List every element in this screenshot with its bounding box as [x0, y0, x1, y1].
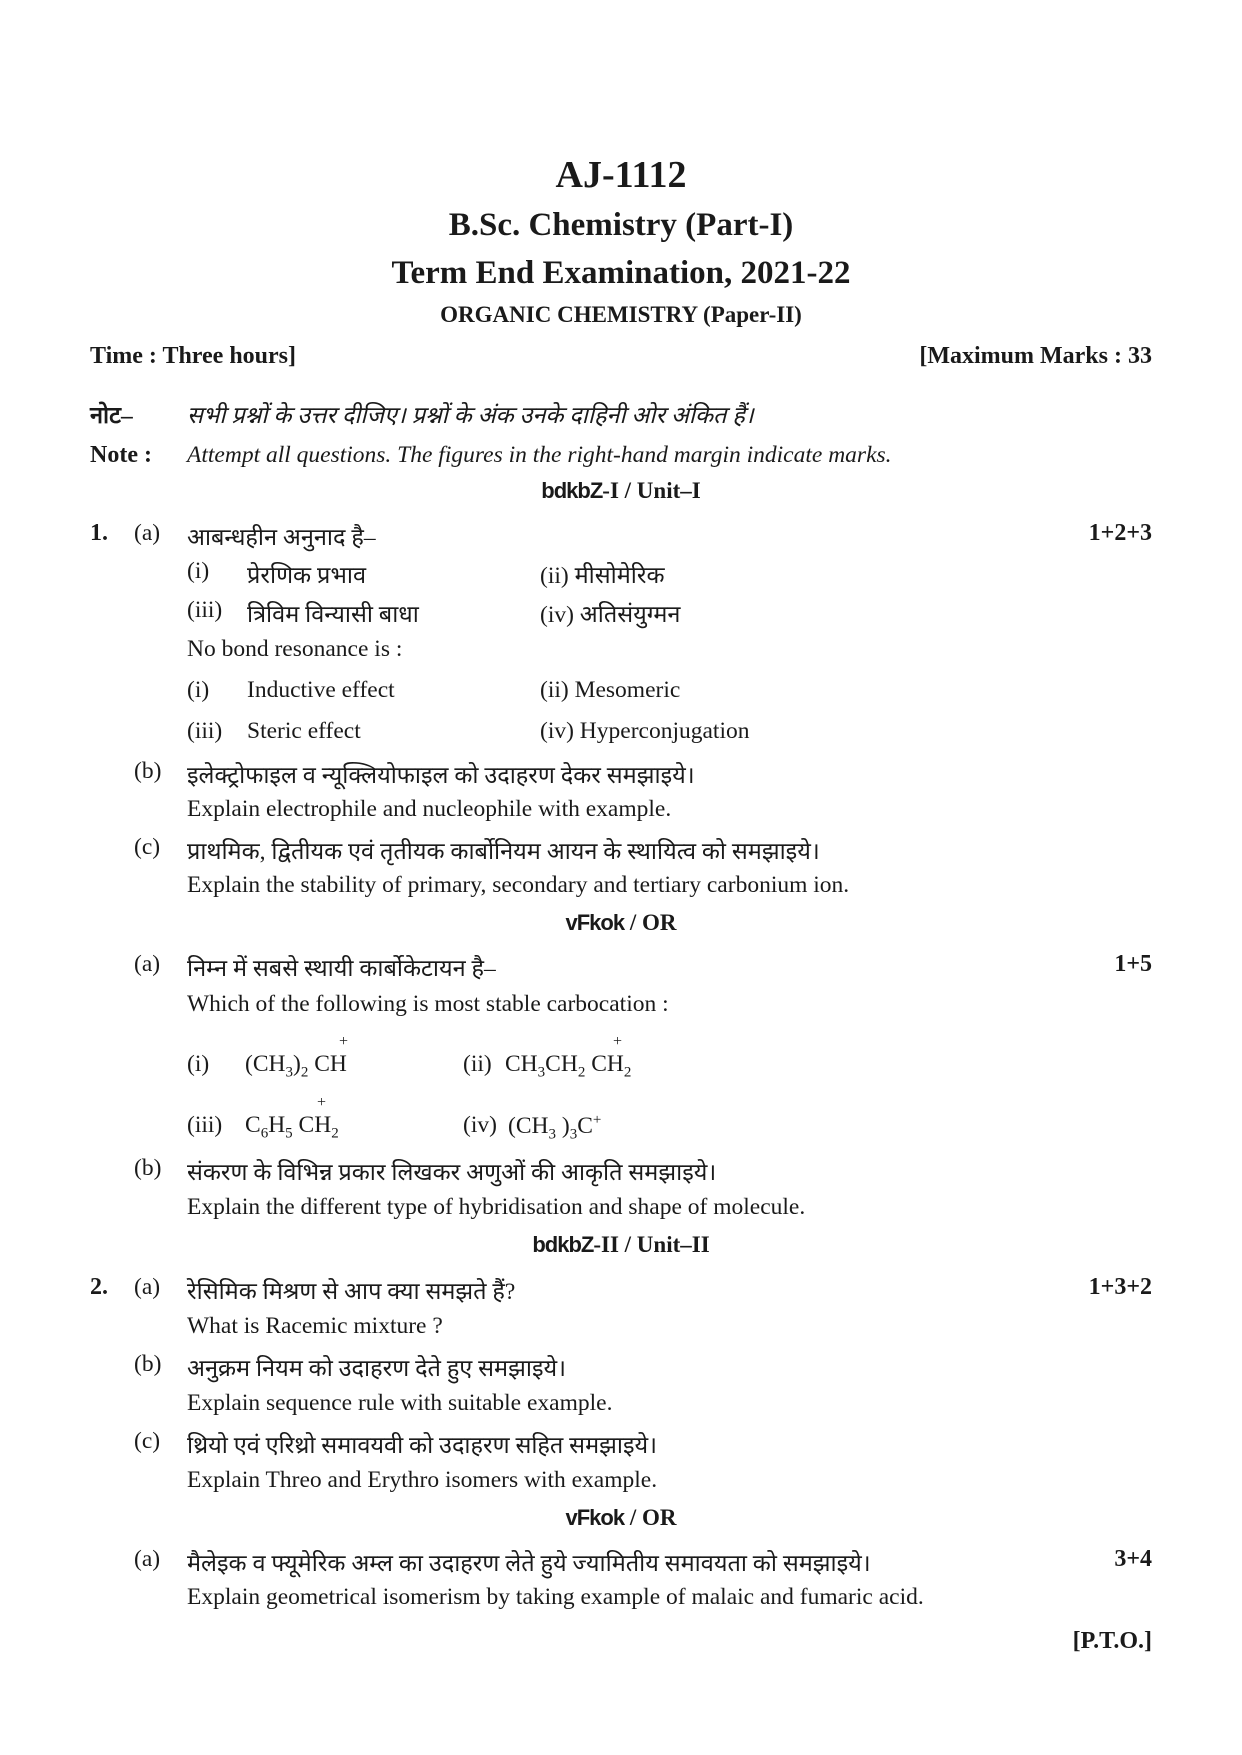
- paper-title: ORGANIC CHEMISTRY (Paper-II): [440, 302, 802, 327]
- q2-or-a-english-text: Explain geometrical isomerism by taking example of malaic and fumaric acid.: [187, 1584, 924, 1610]
- paper-code: AJ-1112: [555, 154, 687, 196]
- option-text: Steric effect: [247, 718, 361, 744]
- plus-charge: +: [613, 1033, 623, 1050]
- q1-or-b-english: [0, 1194, 1242, 1234]
- q1-a-english-text: No bond resonance is :: [187, 636, 403, 662]
- option-label: (ii): [463, 1051, 492, 1077]
- q2-c-english-text: Explain Threo and Erythro isomers with example.: [187, 1467, 658, 1493]
- or-label: / OR: [629, 1505, 677, 1530]
- q2-number: 2.: [90, 1274, 108, 1300]
- q1-b-english: [0, 796, 1242, 836]
- q1-a-hindi-options-2: [0, 597, 1242, 637]
- q2-or-a-row: [0, 1546, 1242, 1586]
- pto-label: [P.T.O.]: [1072, 1628, 1152, 1654]
- plus-charge: +: [339, 1033, 349, 1050]
- option-label: (i): [187, 677, 210, 703]
- option-label: (iii): [187, 597, 223, 623]
- q2-or-a-label: (a): [134, 1546, 161, 1572]
- q1-b-english-text: Explain electrophile and nucleophile with example.: [187, 796, 672, 822]
- q2-c-row: [0, 1428, 1242, 1468]
- q2-b-english-text: Explain sequence rule with suitable example.: [187, 1390, 613, 1416]
- q2-a-english: [0, 1313, 1242, 1353]
- q1-c-hindi: प्राथमिक, द्वितीयक एवं तृतीयक कार्बोनियम आयन के स्थायित्व को समझाइये।: [187, 839, 820, 865]
- q1-or-a-english: [0, 991, 1242, 1031]
- option-text: प्रेरणिक प्रभाव: [247, 563, 367, 589]
- q1-a-row: [0, 520, 1242, 560]
- q1-or-b-row: [0, 1155, 1242, 1195]
- q1-or-b-label: (b): [134, 1155, 162, 1181]
- q1-marks: 1+2+3: [1088, 520, 1152, 546]
- time-label: Time : Three hours]: [90, 343, 297, 369]
- plus-charge: +: [317, 1094, 327, 1111]
- note-hindi-row: [0, 398, 1242, 438]
- unit-2-heading: [0, 1232, 1242, 1258]
- q1-or-a-english-text: Which of the following is most stable carbocation :: [187, 991, 669, 1017]
- q1-b-row: [0, 758, 1242, 798]
- q2-b-row: [0, 1351, 1242, 1391]
- or-heading-2: [0, 1505, 1242, 1531]
- q1-a-english-options-2: [0, 718, 1242, 758]
- q2-a-english-text: What is Racemic mixture ?: [187, 1313, 443, 1339]
- q1-or-a-row: [0, 951, 1242, 991]
- q1-b-hindi: इलेक्ट्रोफाइल व न्यूक्लियोफाइल को उदाहरण देकर समझाइये।: [187, 763, 695, 789]
- note-english-text: Attempt all questions. The figures in the right-hand margin indicate marks.: [187, 442, 892, 468]
- option-label: (iii): [187, 718, 223, 744]
- q2-or-a-english: [0, 1584, 1242, 1624]
- unit-2-legacy-text: bdkbZ: [532, 1232, 594, 1257]
- q2-b-label: (b): [134, 1351, 162, 1377]
- or-heading-1: [0, 910, 1242, 936]
- time-marks-row: [0, 343, 1242, 383]
- q1-b-label: (b): [134, 758, 162, 784]
- q2-c-english: [0, 1467, 1242, 1507]
- q1-c-english-text: Explain the stability of primary, secondary and tertiary carbonium ion.: [187, 872, 850, 898]
- option-text: (ii) Mesomeric: [540, 677, 681, 703]
- note-english-label: Note :: [90, 442, 152, 468]
- q2-b-hindi: अनुक्रम नियम को उदाहरण देते हुए समझाइये।: [187, 1356, 567, 1382]
- q1-or-b-hindi: संकरण के विभिन्न प्रकार लिखकर अणुओं की आकृति समझाइये।: [187, 1160, 717, 1186]
- option-text: (iv) Hyperconjugation: [540, 718, 750, 744]
- option-text: Inductive effect: [247, 677, 395, 703]
- formula-1: $(CH_3)_2$ CH: [245, 1051, 347, 1081]
- note-english-row: [0, 442, 1242, 482]
- q1-or-marks: 1+5: [1114, 951, 1152, 977]
- q2-c-label: (c): [134, 1428, 161, 1454]
- q1-or-b-english-text: Explain the different type of hybridisation and shape of molecule.: [187, 1194, 806, 1220]
- option-label: (iii): [187, 1112, 223, 1138]
- q2-a-row: [0, 1274, 1242, 1314]
- q2-or-marks: 3+4: [1114, 1546, 1152, 1572]
- q1-a-english-options-1: [0, 677, 1242, 717]
- q2-c-hindi: थ्रियो एवं एरिथ्रो समावयवी को उदाहरण सहित समझाइये।: [187, 1433, 658, 1459]
- exam-title: Term End Examination, 2021-22: [391, 255, 851, 291]
- max-marks-label: [Maximum Marks : 33: [919, 343, 1152, 369]
- q1-a-hindi: आबन्धहीन अनुनाद है–: [187, 525, 376, 551]
- q1-or-a-hindi: निम्न में सबसे स्थायी कार्बोकेटायन है–: [187, 956, 496, 982]
- option-label: (i): [187, 1051, 210, 1077]
- q2-a-label: (a): [134, 1274, 161, 1300]
- q2-a-hindi: रेसिमिक मिश्रण से आप क्या समझते हैं?: [187, 1279, 516, 1305]
- note-hindi-label: नोट–: [90, 403, 133, 429]
- q1-a-label: (a): [134, 520, 161, 546]
- unit-1-label: -I / Unit–I: [602, 478, 701, 503]
- unit-1-heading: [0, 478, 1242, 504]
- q1-or-a-label: (a): [134, 951, 161, 977]
- option-text: त्रिविम विन्यासी बाधा: [247, 602, 419, 628]
- q2-marks: 1+3+2: [1088, 1274, 1152, 1300]
- option-label: (i): [187, 558, 210, 584]
- option-text: (ii) मीसोमेरिक: [540, 563, 665, 589]
- q1-c-row: [0, 834, 1242, 874]
- or-legacy-text: vFkok: [565, 910, 625, 935]
- or-label: / OR: [629, 910, 677, 935]
- formula-4: ($CH_3$ )$_3C^+$: [508, 1112, 602, 1143]
- q1-c-english: [0, 872, 1242, 912]
- unit-1-legacy-text: bdkbZ: [541, 478, 603, 503]
- q1-a-hindi-options-1: [0, 558, 1242, 598]
- or-legacy-text: vFkok: [565, 1505, 625, 1530]
- q2-b-english: [0, 1390, 1242, 1430]
- q1-c-label: (c): [134, 834, 161, 860]
- note-hindi-text: सभी प्रश्नों के उत्तर दीजिए। प्रश्नों के अंक उनके दाहिनी ओर अंकित हैं।: [187, 403, 754, 429]
- option-label: (iv): [463, 1112, 497, 1138]
- footer-row: [0, 1628, 1242, 1668]
- q2-or-a-hindi: मैलेइक व फ्यूमेरिक अम्ल का उदाहरण लेते हुये ज्यामितीय समावयता को समझाइये।: [187, 1551, 871, 1577]
- option-text: (iv) अतिसंयुग्मन: [540, 602, 681, 628]
- formula-3: $C_6H_5$ $CH_2$: [245, 1112, 339, 1142]
- course-title: B.Sc. Chemistry (Part-I): [448, 207, 794, 243]
- q1-number: 1.: [90, 520, 108, 546]
- q1-a-english: [0, 636, 1242, 676]
- formula-2: $CH_3CH_2$ $CH_2$: [505, 1051, 632, 1081]
- unit-2-label: -II / Unit–II: [593, 1232, 710, 1257]
